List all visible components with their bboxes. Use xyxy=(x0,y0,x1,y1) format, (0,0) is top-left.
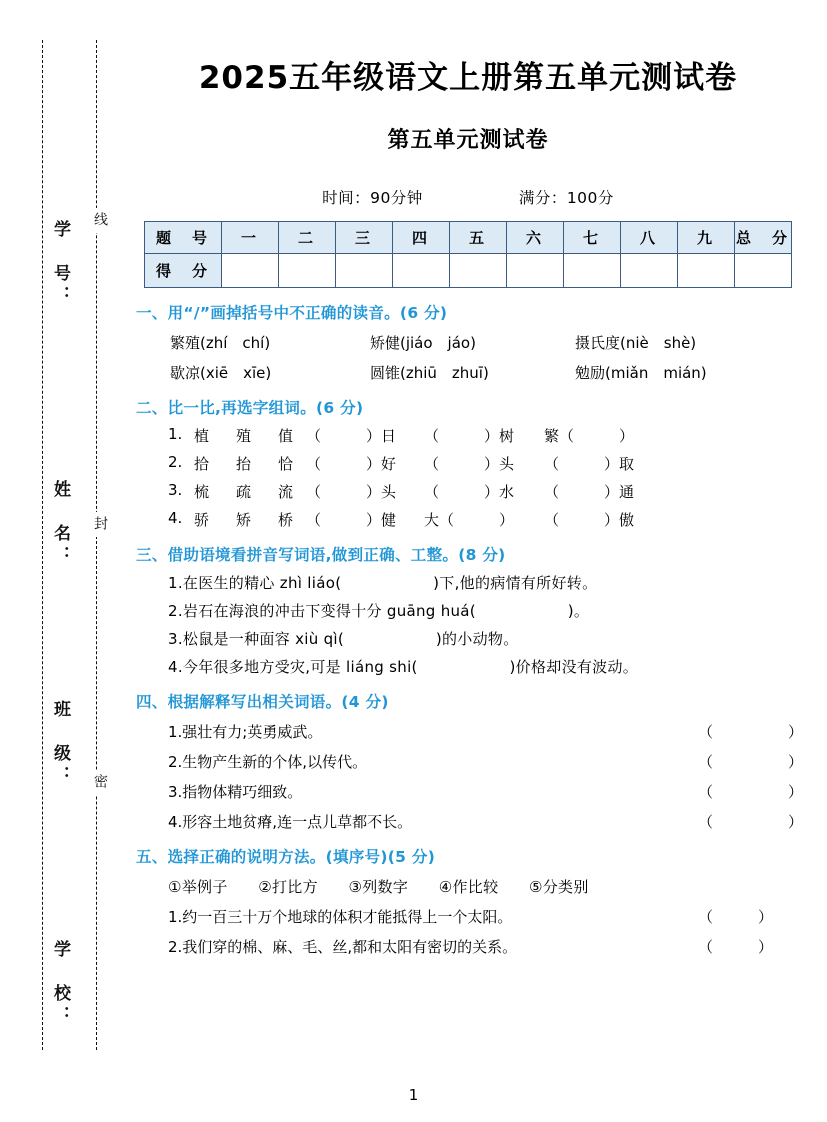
score-col-total: 总 分 xyxy=(735,222,792,254)
page-number: 1 xyxy=(408,1086,419,1104)
section-5-item-2 xyxy=(168,936,818,957)
answer-blank[interactable]: （ ） xyxy=(698,938,774,956)
section-3-item-1[interactable]: 1.在医生的精心 zhì liáo( )下,他的病情有所好转。 xyxy=(168,574,598,592)
section-2-row-3 xyxy=(168,481,818,502)
section-4-item-2 xyxy=(168,751,818,772)
pinyin-item-4: 歇凉(xiē xīe) xyxy=(170,364,272,382)
exam-meta xyxy=(118,186,818,208)
section-3-item-4[interactable]: 4.今年很多地方受灾,可是 liáng shi( )价格却没有波动。 xyxy=(168,658,639,676)
score-table xyxy=(144,221,792,288)
section-2-row-1 xyxy=(168,425,818,446)
score-table-header-row xyxy=(145,222,792,254)
section-3-title: 三、借助语境看拼音写词语,做到正确、工整。(8 分) xyxy=(136,546,506,564)
answer-blank-3[interactable]: （ ）取 xyxy=(544,455,635,473)
score-col-4: 四 xyxy=(393,222,450,254)
left-margin-strip xyxy=(0,0,108,1122)
score-cell-1[interactable] xyxy=(222,254,279,288)
char-options: 拾 抬 恰 xyxy=(194,455,300,473)
statement-text: 1.约一百三十万个地球的体积才能抵得上一个太阳。 xyxy=(168,908,513,926)
exam-time: 时间：90分钟 xyxy=(322,189,423,207)
row-number: 2. xyxy=(168,453,183,471)
section-3-item-2[interactable]: 2.岩石在海浪的冲击下变得十分 guāng huá( )。 xyxy=(168,602,590,620)
score-col-6: 六 xyxy=(507,222,564,254)
section-2-row-2 xyxy=(168,453,818,474)
section-1-row-1 xyxy=(170,332,818,353)
answer-blank-1[interactable]: （ ）健 xyxy=(306,511,397,529)
page-subtitle: 第五单元测试卷 xyxy=(387,128,549,153)
section-2-row-4 xyxy=(168,509,818,530)
definition-text: 2.生物产生新的个体,以传代。 xyxy=(168,753,368,771)
answer-blank-1[interactable]: （ ）好 xyxy=(306,455,397,473)
section-1-title: 一、用“/”画掉括号中不正确的读音。(6 分) xyxy=(136,304,448,322)
score-col-9: 九 xyxy=(678,222,735,254)
score-cell-2[interactable] xyxy=(279,254,336,288)
char-options: 骄 矫 桥 xyxy=(194,511,300,529)
answer-blank-2[interactable]: （ ）水 xyxy=(424,483,515,501)
answer-blank-1[interactable]: （ ）日 xyxy=(306,427,397,445)
dashed-line-inner xyxy=(96,40,97,1050)
answer-blank-2[interactable]: （ ）树 xyxy=(424,427,515,445)
definition-text: 1.强壮有力;英勇威武。 xyxy=(168,723,323,741)
answer-blank-3[interactable]: 繁（ ） xyxy=(544,427,635,445)
score-table-answer-row xyxy=(145,254,792,288)
score-table-row-label-2: 得 分 xyxy=(145,254,222,288)
score-cell-8[interactable] xyxy=(621,254,678,288)
char-options: 植 殖 值 xyxy=(194,427,300,445)
answer-blank-2[interactable]: 大（ ） xyxy=(424,511,515,529)
definition-text: 4.形容土地贫瘠,连一点儿草都不长。 xyxy=(168,813,413,831)
score-col-8: 八 xyxy=(621,222,678,254)
section-5-choice-list: ①举例子 ②打比方 ③列数字 ④作比较 ⑤分类别 xyxy=(168,878,589,896)
score-cell-total[interactable] xyxy=(735,254,792,288)
score-col-3: 三 xyxy=(336,222,393,254)
section-4-item-3 xyxy=(168,781,818,802)
score-table-row-label-1: 题 号 xyxy=(145,222,222,254)
score-cell-6[interactable] xyxy=(507,254,564,288)
section-4-item-1 xyxy=(168,721,818,742)
answer-blank[interactable]: （ ） xyxy=(698,753,804,771)
pinyin-item-2: 矫健(jiáo jáo) xyxy=(370,334,476,352)
answer-blank[interactable]: （ ） xyxy=(698,723,804,741)
answer-blank-3[interactable]: （ ）通 xyxy=(544,483,635,501)
seal-feng-label: 封 xyxy=(90,512,110,537)
section-2-title: 二、比一比,再选字组词。(6 分) xyxy=(136,399,364,417)
pinyin-item-1: 繁殖(zhí chí) xyxy=(170,334,271,352)
answer-blank[interactable]: （ ） xyxy=(698,908,774,926)
score-col-2: 二 xyxy=(279,222,336,254)
score-cell-4[interactable] xyxy=(393,254,450,288)
score-cell-3[interactable] xyxy=(336,254,393,288)
pinyin-item-5: 圆锥(zhiū zhuī) xyxy=(370,364,489,382)
row-number: 1. xyxy=(168,425,183,443)
student-name-label: 姓 名： xyxy=(50,480,70,568)
score-cell-5[interactable] xyxy=(450,254,507,288)
page-title: 2025五年级语文上册第五单元测试卷 xyxy=(198,60,738,96)
exam-paper xyxy=(118,0,818,1122)
student-id-label: 学 号： xyxy=(50,220,70,308)
score-cell-9[interactable] xyxy=(678,254,735,288)
pinyin-item-3: 摄氏度(niè shè) xyxy=(575,334,697,352)
row-number: 3. xyxy=(168,481,183,499)
answer-blank-1[interactable]: （ ）头 xyxy=(306,483,397,501)
statement-text: 2.我们穿的棉、麻、毛、丝,都和太阳有密切的关系。 xyxy=(168,938,518,956)
section-5-title: 五、选择正确的说明方法。(填序号)(5 分) xyxy=(136,848,436,866)
definition-text: 3.指物体精巧细致。 xyxy=(168,783,303,801)
score-col-1: 一 xyxy=(222,222,279,254)
answer-blank-3[interactable]: （ ）傲 xyxy=(544,511,635,529)
score-col-7: 七 xyxy=(564,222,621,254)
row-number: 4. xyxy=(168,509,183,527)
char-options: 梳 疏 流 xyxy=(194,483,300,501)
answer-blank-2[interactable]: （ ）头 xyxy=(424,455,515,473)
dashed-line-outer xyxy=(42,40,43,1050)
score-col-5: 五 xyxy=(450,222,507,254)
answer-blank[interactable]: （ ） xyxy=(698,813,804,831)
section-5-item-1 xyxy=(168,906,818,927)
school-label: 学 校： xyxy=(50,940,70,1028)
seal-line-label: 线 xyxy=(90,208,110,233)
seal-mi-label: 密 xyxy=(90,770,110,795)
exam-full-score: 满分：100分 xyxy=(518,189,614,207)
section-3-item-3[interactable]: 3.松鼠是一种面容 xiù qì( )的小动物。 xyxy=(168,630,519,648)
pinyin-item-6: 勉励(miǎn mián) xyxy=(575,364,707,382)
section-4-item-4 xyxy=(168,811,818,832)
answer-blank[interactable]: （ ） xyxy=(698,783,804,801)
class-label: 班 级： xyxy=(50,700,70,788)
score-cell-7[interactable] xyxy=(564,254,621,288)
section-4-title: 四、根据解释写出相关词语。(4 分) xyxy=(136,693,389,711)
section-1-row-2 xyxy=(170,362,818,383)
